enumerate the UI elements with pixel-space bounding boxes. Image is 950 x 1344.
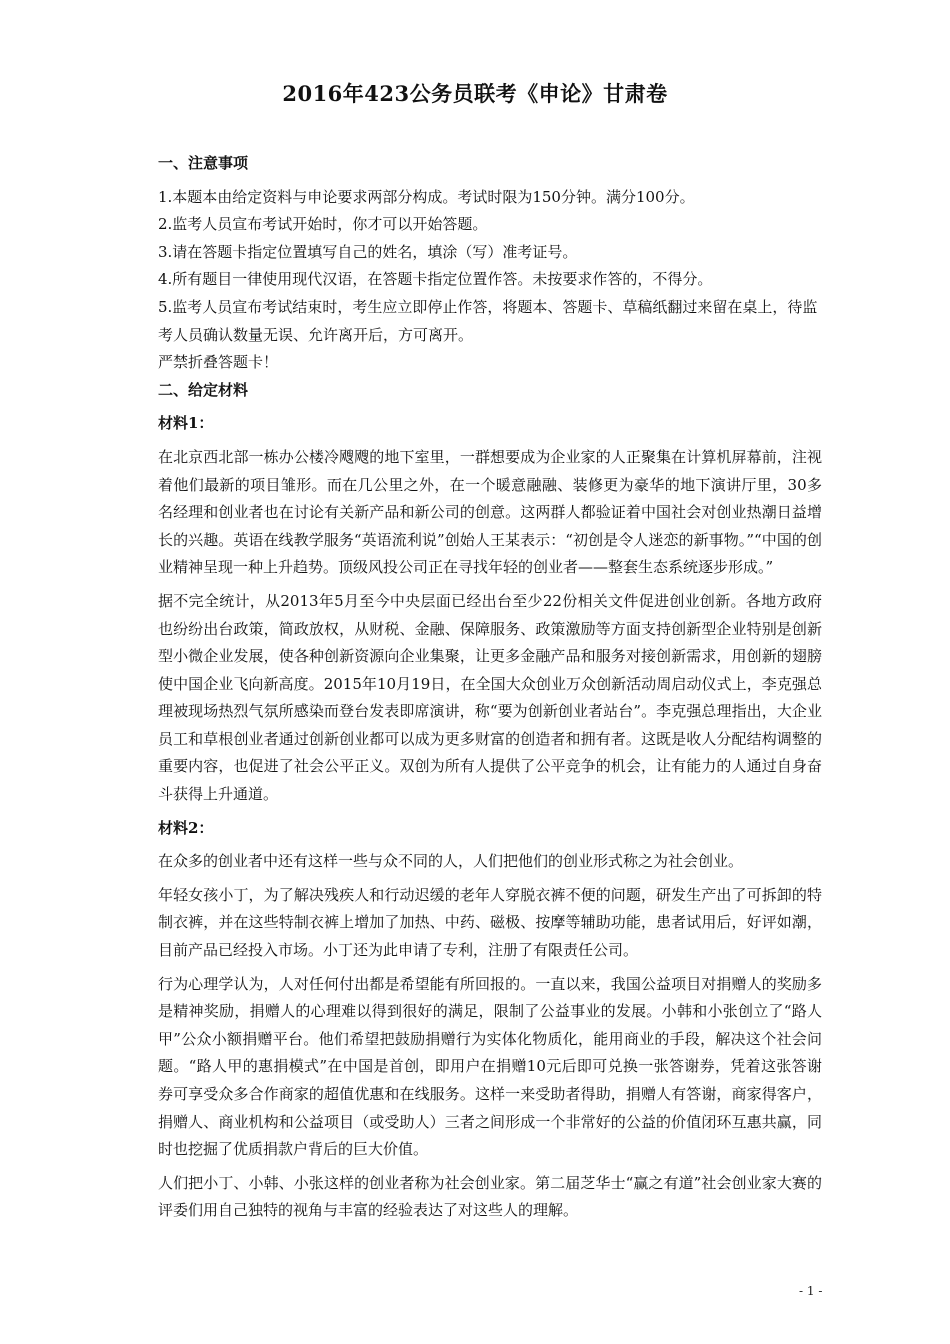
material-paragraph: 在北京西北部一栋办公楼冷飕飕的地下室里，一群想要成为企业家的人正聚集在计算机屏幕前，注视着他们最新的项目雏形。而在几公里之外，在一个暖意融融、装修更为豪华的地下演讲厅里，30多名经理和创业者也在讨论有关新产品和新公司的创意。这两群人都验证着中国社会对创业热潮日益增长的兴趣。英语在线教学服务“英语流利说”创始人王某表示：“初创是令人迷恋的新事物。”“中国的创业精神呈现一种上升趋势。顶级风投公司正在寻找年轻的创业者——整套生态系统逐步形成。”: [158, 447, 822, 577]
material-paragraph: 在众多的创业者中还有这样一些与众不同的人，人们把他们的创业形式称之为社会创业。: [158, 852, 744, 871]
document-body: [158, 150, 822, 1231]
page-number: - 1 -: [799, 1284, 823, 1298]
document-title: 2016年423公务员联考《申论》甘肃卷: [282, 81, 668, 106]
note-item: 4.所有题目一律使用现代汉语，在答题卡指定位置作答。未按要求作答的，不得分。: [158, 270, 713, 289]
material-paragraph: 年轻女孩小丁，为了解决残疾人和行动迟缓的老年人穿脱衣裤不便的问题，研发生产出了可拆卸的特制衣裤，并在这些特制衣裤上增加了加热、中药、磁极、按摩等辅助功能，患者试用后，好评如潮，目前产品已经投入市场。小丁还为此申请了专利，注册了有限责任公司。: [158, 885, 822, 960]
material-paragraph: 人们把小丁、小韩、小张这样的创业者称为社会创业家。第二届芝华士“赢之有道”社会创业家大赛的评委们用自己独特的视角与丰富的经验表达了对这些人的理解。: [158, 1173, 822, 1220]
section-heading-notes: 一、注意事项: [158, 154, 249, 172]
section-heading-materials: 二、给定材料: [158, 380, 249, 399]
material-paragraph: 行为心理学认为，人对任何付出都是希望能有所回报的。一直以来，我国公益项目对捐赠人的奖励多是精神奖励，捐赠人的心理难以得到很好的满足，限制了公益事业的发展。小韩和小张创立了“路人甲”公众小额捐赠平台。他们希望把鼓励捐赠行为实体化物质化，能用商业的手段，解决这个社会问题。“路人甲的惠捐模式”在中国是首创，即用户在捐赠10元后即可兑换一张答谢券，凭着这张答谢券可享受众多合作商家的超值优惠和在线服务。这样一来受助者得助，捐赠人有答谢，商家得客户，捐赠人、商业机构和公益项目（或受助人）三者之间形成一个非常好的公益的价值闭环互惠共赢，同时也挖掘了优质捐款户背后的巨大价值。: [158, 974, 822, 1159]
material-1-label: 材料1：: [158, 414, 214, 433]
note-item: 2.监考人员宣布考试开始时，你才可以开始答题。: [158, 215, 488, 234]
note-item: 5.监考人员宣布考试结束时，考生应立即停止作答，将题本、答题卡、草稿纸翻过来留在桌上，待监考人员确认数量无误、允许离开后，方可离开。: [158, 297, 818, 344]
note-item: 1.本题本由给定资料与申论要求两部分构成。考试时限为150分钟。满分100分。: [158, 187, 695, 206]
note-item: 3.请在答题卡指定位置填写自己的姓名，填涂（写）准考证号。: [158, 242, 578, 261]
material-paragraph: 据不完全统计，从2013年5月至今中央层面已经出台至少22份相关文件促进创业创新。各地方政府也纷纷出台政策，简政放权，从财税、金融、保障服务、政策激励等方面支持创新型企业特别是创新型小微企业发展，使各种创新资源向企业集聚，让更多金融产品和服务对接创新需求，用创新的翅膀使中国企业飞向新高度。2015年10月19日，在全国大众创业万众创新活动周启动仪式上，李克强总理被现场热烈气氛所感染而登台发表即席演讲，称“要为创新创业者站台”。李克强总理指出，大企业员工和草根创业者通过创新创业都可以成为更多财富的创造者和拥有者。这既是收人分配结构调整的重要内容，也促进了社会公平正义。双创为所有人提供了公平竞争的机会，让有能力的人通过自身奋斗获得上升通道。: [158, 591, 822, 804]
material-2-label: 材料2：: [158, 818, 214, 837]
warning-text: 严禁折叠答题卡！: [158, 353, 279, 372]
